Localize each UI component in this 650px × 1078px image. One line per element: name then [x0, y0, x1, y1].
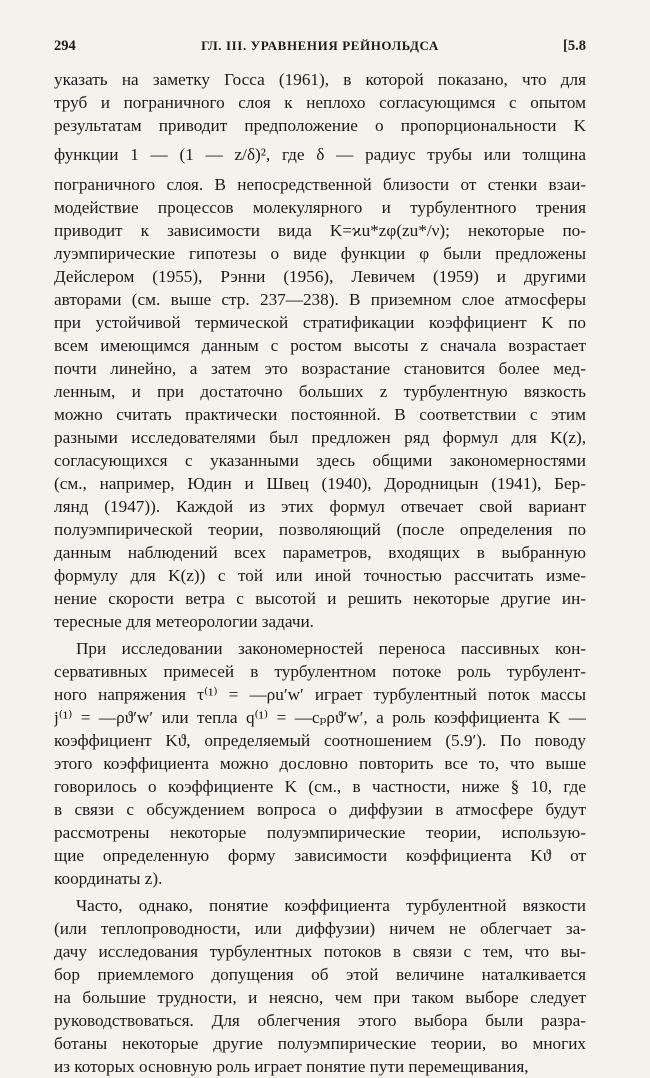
text-line: дачу исследования турбулентных потоков в связи с тем, что вы- — [54, 942, 586, 961]
paragraph — [54, 68, 586, 633]
chapter-title: ГЛ. III. УРАВНЕНИЯ РЕЙНОЛЬДСА — [201, 38, 439, 53]
text-line: всем имеющимся данным с ростом высоты z сначала возрастает — [54, 336, 586, 355]
text-line: бор приемлемого допущения об этой величине наталкивается — [54, 965, 586, 984]
text-line: из которых основную роль играет понятие пути перемещивания, — [54, 1057, 529, 1076]
text-line: ленным, и при достаточно больших z турбулентную вязкость — [54, 382, 586, 401]
text-line: лянд (1947)). Каждой из этих формул отвечает свой вариант — [54, 497, 586, 516]
text-line: сервативных примесей в турбулентном потоке роль турбулент- — [54, 662, 586, 681]
text-line: Дейслером (1955), Рэнни (1956), Левичем (1959) и другими — [54, 267, 586, 286]
text-line: согласующихся с указанными здесь общими закономерностями — [54, 451, 586, 470]
text-line: ботаны некоторые другие полуэмпирические теории, во многих — [54, 1034, 586, 1053]
text-line: при устойчивой термической стратификации коэффициент K по — [54, 313, 586, 332]
text-line: указать на заметку Госса (1961), в которой показано, что для — [54, 70, 586, 89]
paragraph — [54, 637, 586, 890]
text-line: функции 1 — (1 — z/δ)², где δ — радиус трубы или толщина — [54, 145, 586, 164]
text-line: (см., например, Юдин и Швец (1940), Дородницын (1941), Бер- — [54, 474, 586, 493]
text-line: разными исследователями был предложен ряд формул для K(z), — [54, 428, 586, 447]
paragraph — [54, 894, 586, 1078]
text-line: данным наблюдений всех параметров, входящих в выбранную — [54, 543, 586, 562]
text-line: рассмотрены некоторые полуэмпирические теории, использую- — [54, 823, 586, 842]
text-line: результатам приводит предположение о пропорциональности K — [54, 116, 586, 135]
text-line: При исследовании закономерностей переноса пассивных кон- — [76, 639, 586, 658]
text-line: говорилось о коэффициенте K (см., в частности, ниже § 10, где — [54, 777, 586, 796]
text-line: коэффициент Kϑ, определяемый соотношением (5.9′). По поводу — [54, 731, 586, 750]
text-line: щие определенную форму зависимости коэффициента Kϑ от — [54, 846, 586, 865]
section-number: [5.8 — [563, 38, 586, 54]
text-line: руководствоваться. Для облегчения этого выбора были разра- — [54, 1011, 586, 1030]
text-line: (или теплопроводности, или диффузии) ничем не облегчает за- — [54, 919, 586, 938]
text-line: этого коэффициента можно дословно повторить все то, что выше — [54, 754, 586, 773]
text-line: полуэмпирической теории, позволяющий (после определения по — [54, 520, 586, 539]
text-line: пограничного слоя. В непосредственной близости от стенки взаи- — [54, 175, 586, 194]
text-line: можно считать практически постоянной. В соответствии с этим — [54, 405, 586, 424]
text-line: в связи с обсуждением вопроса о диффузии в атмосфере будут — [54, 800, 586, 819]
text-line: на большие трудности, и неясно, чем при таком выборе следует — [54, 988, 586, 1007]
text-line: j⁽¹⁾ = —ρϑ′w′ или тепла q⁽¹⁾ = —cₚρϑ′w′, а роль коэффициента K — — [54, 708, 586, 727]
text-line: модействие процессов молекулярного и турбулентного трения — [54, 198, 586, 217]
text-line: приводит к зависимости вида K=ϰu*zφ(zu*/ν); некоторые по- — [54, 221, 586, 240]
text-line: формулу для K(z)) с той или иной точностью рассчитать изме- — [54, 566, 586, 585]
page-number: 294 — [54, 38, 76, 54]
text-line: нение скорости ветра с высотой и решить некоторые другие ин- — [54, 589, 586, 608]
text-line: координаты z). — [54, 869, 163, 888]
text-line: авторами (см. выше стр. 237—238). В приземном слое атмосферы — [54, 290, 586, 309]
text-line: тересные для метеорологии задачи. — [54, 612, 314, 631]
text-line: почти линейно, а затем это возрастание становится более мед- — [54, 359, 586, 378]
text-line: ного напряжения τ⁽¹⁾ = —ρu′w′ играет турбулентный поток массы — [54, 685, 586, 704]
page-body — [54, 68, 586, 1078]
text-line: луэмпирические гипотезы о виде функции φ были предложены — [54, 244, 586, 263]
text-line: Часто, однако, понятие коэффициента турбулентной вязкости — [76, 896, 586, 915]
text-line: труб и пограничного слоя к неплохо согласующимся с опытом — [54, 93, 586, 112]
page-header — [54, 38, 586, 60]
